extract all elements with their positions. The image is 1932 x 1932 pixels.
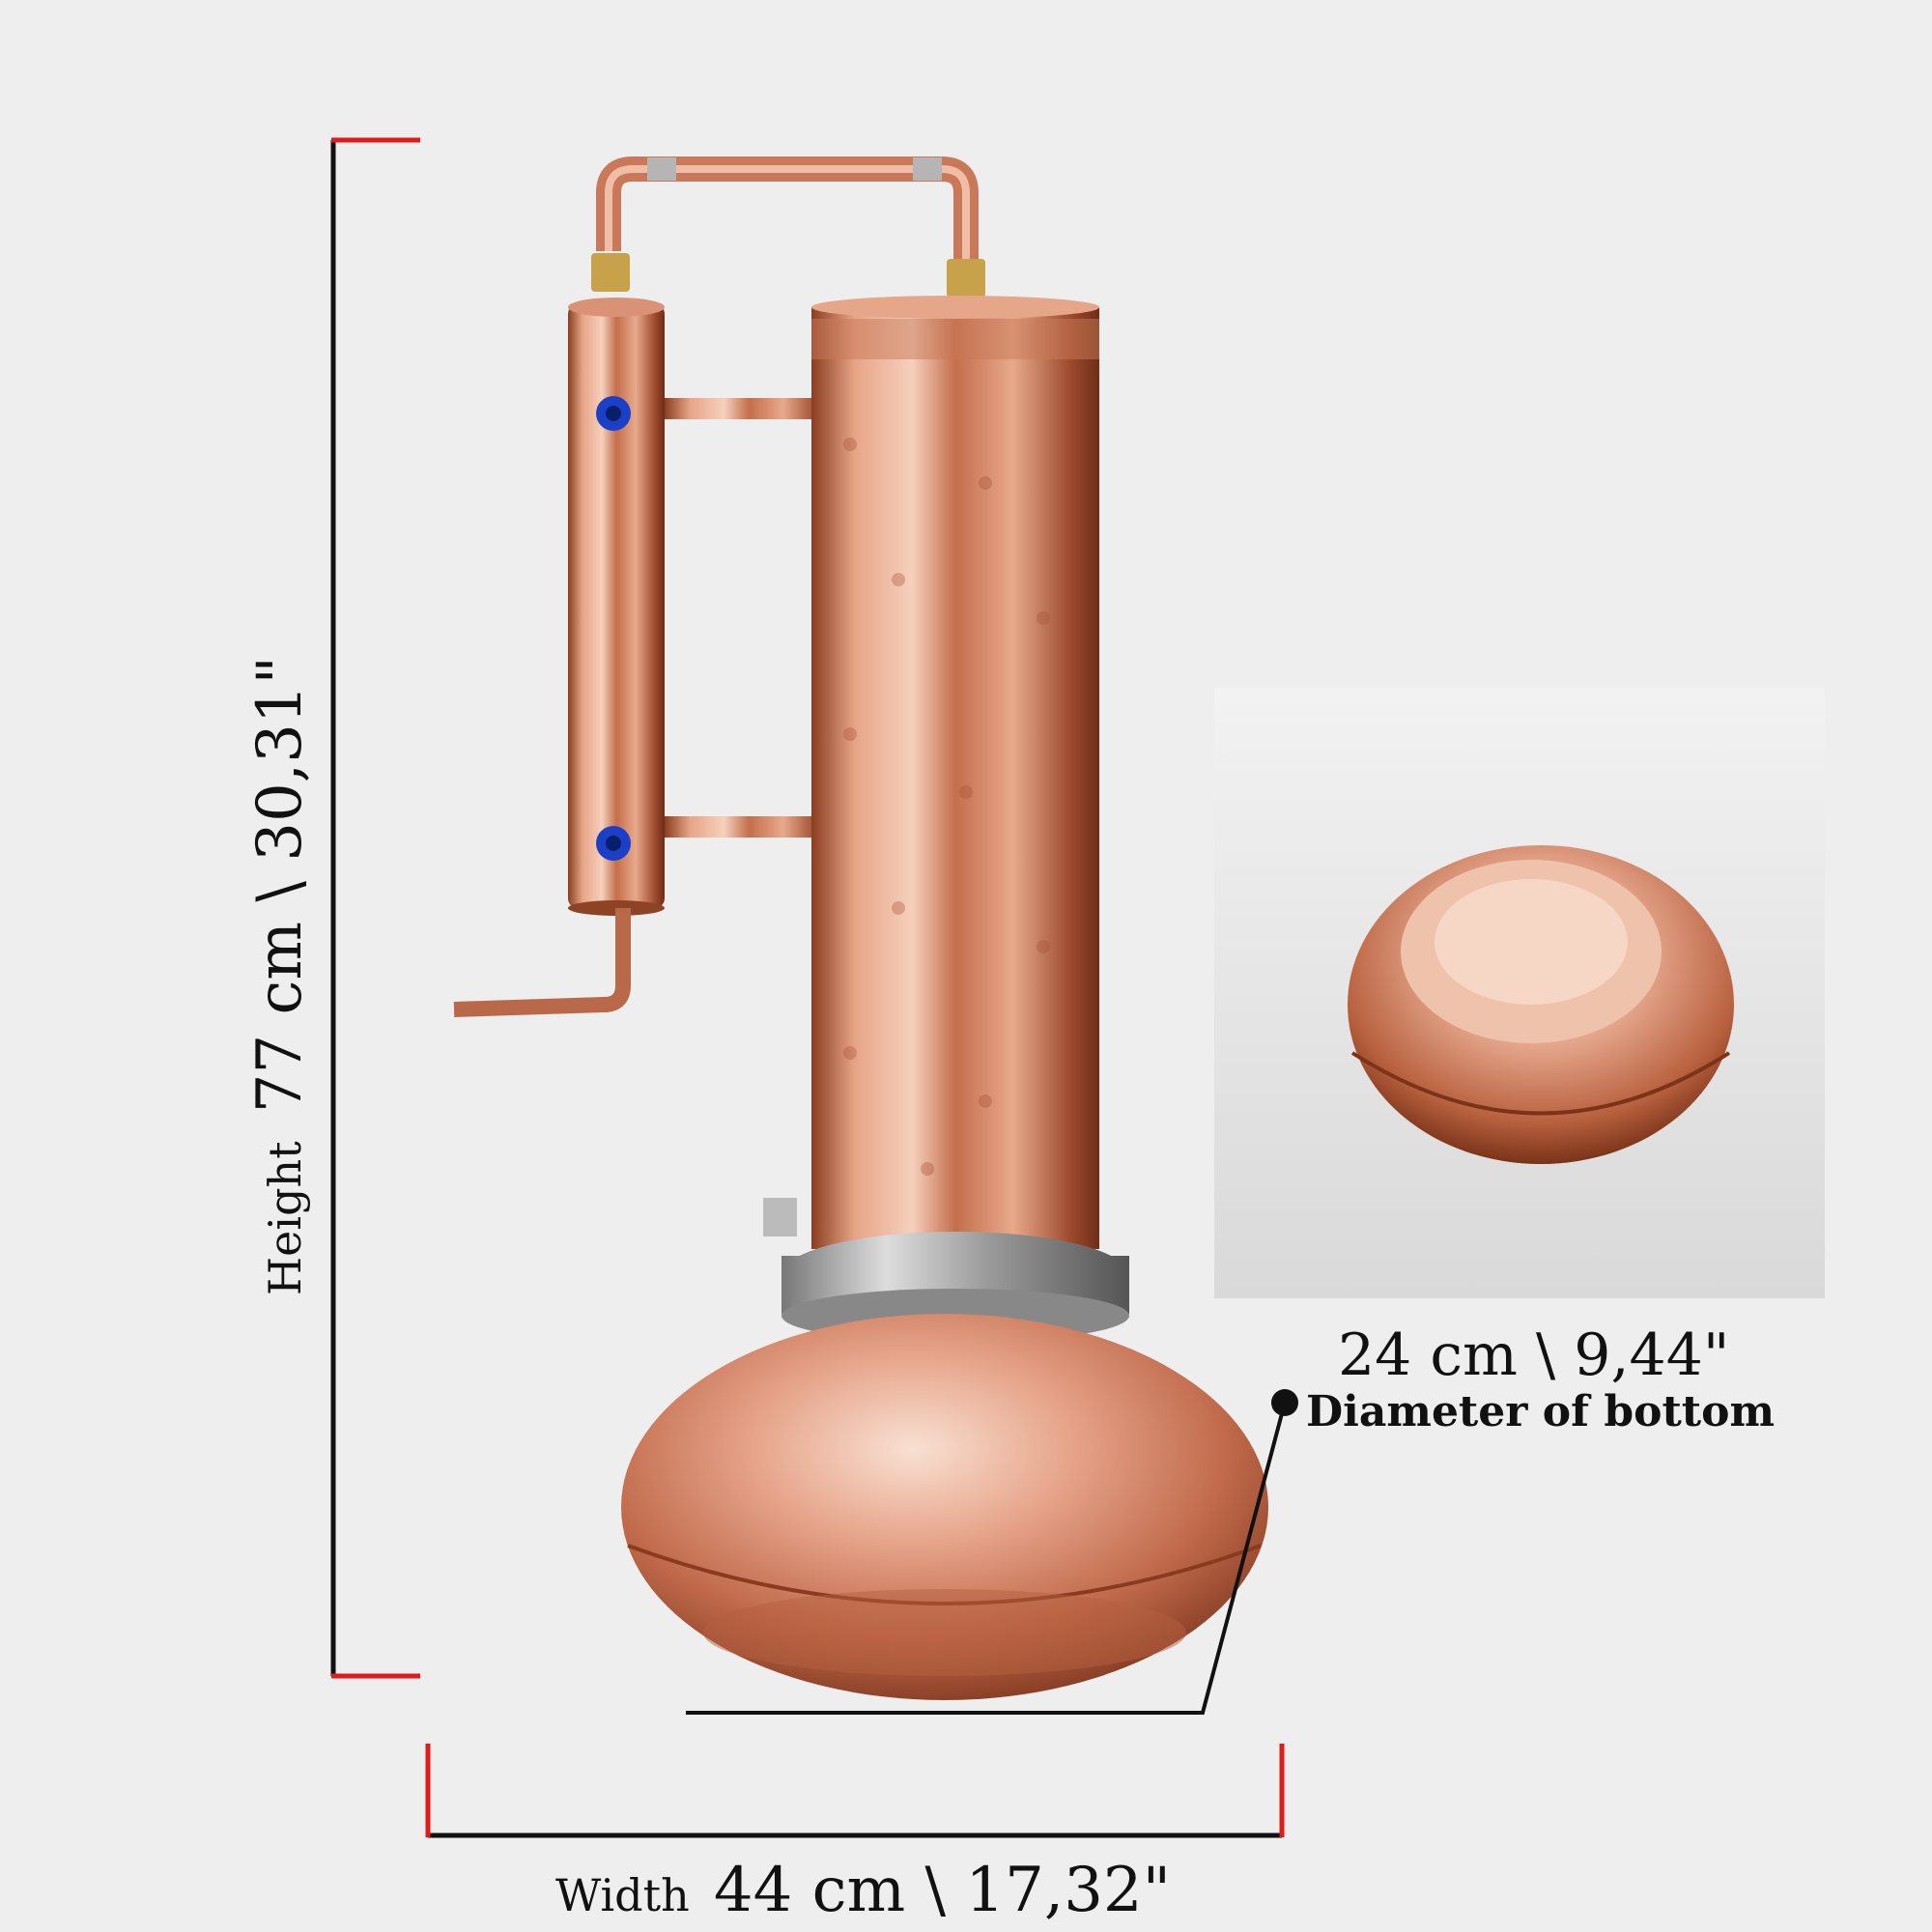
condenser-tube [454,298,834,1009]
width-label [555,1855,1171,1926]
height-dimension-marker [331,140,420,1676]
height-value: 77 cm \ 30,31" [244,656,316,1114]
boiler-pot [621,1314,1268,1700]
width-caption: Width [555,1869,690,1921]
bottom-diameter-value: 24 cm \ 9,44" [1338,1321,1730,1389]
bottom-inset-photo [1214,688,1825,1298]
bottom-diameter-caption: Diameter of bottom [1306,1387,1776,1436]
width-dimension-marker [428,1744,1282,1837]
vapor-pipe [591,157,985,298]
height-caption: Height [259,1141,311,1295]
main-column [811,296,1099,1249]
width-value: 44 cm \ 17,32" [713,1855,1172,1926]
